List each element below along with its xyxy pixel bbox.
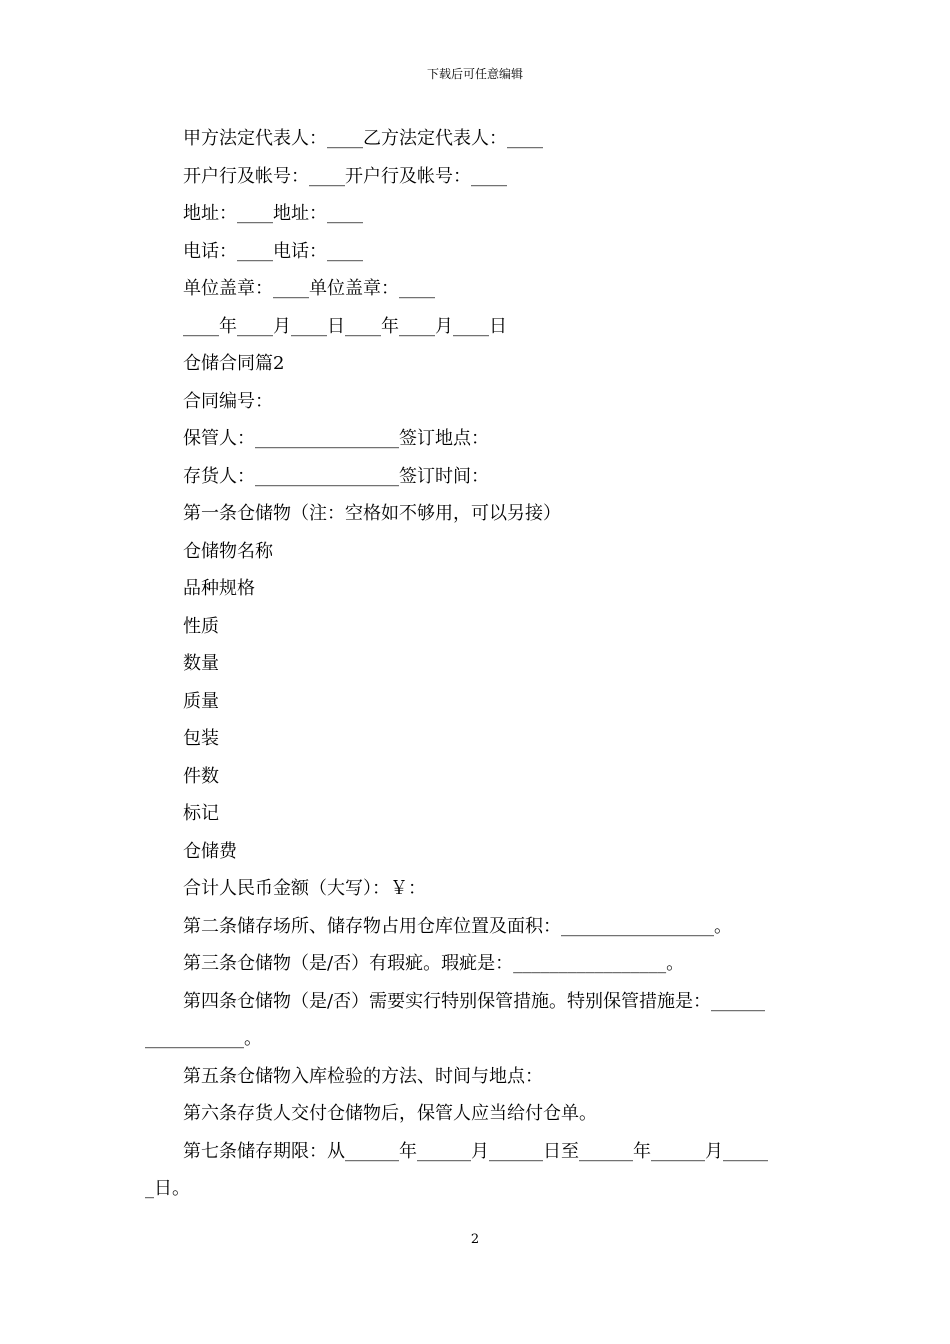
- article-2: 第二条储存场所、储存物占用仓库位置及面积：_________________。: [183, 915, 732, 937]
- page-number: 2: [470, 1232, 480, 1247]
- article-4: 第四条仓储物（是/否）需要实行特别保管措施。特别保管措施是：______: [183, 990, 766, 1012]
- item-count-field: 件数: [183, 765, 219, 787]
- custodian-line: 保管人：________________签订地点：: [183, 428, 489, 449]
- signature-bank-account-line: 开户行及帐号：____开户行及帐号：____: [183, 165, 507, 187]
- document-body: [145, 120, 807, 1208]
- item-nature-field: 性质: [183, 615, 219, 637]
- item-spec-field: 品种规格: [183, 578, 255, 599]
- contract-number-line: 合同编号：: [183, 390, 273, 412]
- article-3: 第三条仓储物（是/否）有瑕疵。瑕疵是：_________________。: [183, 953, 685, 974]
- depositor-line: 存货人：________________签订时间：: [183, 465, 489, 487]
- item-quantity-field: 数量: [183, 653, 219, 674]
- page-header: 下载后可任意编辑: [426, 67, 523, 81]
- item-quality-field: 质量: [183, 690, 219, 712]
- total-amount-line: 合计人民币金额（大写）：￥：: [183, 878, 426, 899]
- item-packaging-field: 包装: [183, 728, 219, 749]
- article-1: 第一条仓储物（注：空格如不够用，可以另接）: [183, 503, 561, 524]
- signature-seal-line: 单位盖章：____单位盖章：____: [183, 278, 435, 299]
- article-6: 第六条存货人交付仓储物后，保管人应当给付仓单。: [183, 1103, 597, 1124]
- signature-legal-rep-line: 甲方法定代表人：____乙方法定代表人：____: [183, 128, 543, 149]
- signature-date-line: ____年____月____日____年____月____日: [183, 315, 507, 337]
- item-name-field: 仓储物名称: [183, 540, 273, 562]
- signature-phone-line: 电话：____电话：____: [183, 240, 363, 262]
- storage-fee-field: 仓储费: [183, 840, 237, 862]
- article-7: 第七条储存期限：从______年______月______日至______年______月_____: [183, 1140, 768, 1162]
- article-5: 第五条仓储物入库检验的方法、时间与地点：: [183, 1065, 543, 1087]
- signature-address-line: 地址：____地址：____: [183, 203, 363, 224]
- section-title: 仓储合同篇2: [183, 353, 285, 374]
- article-4-continuation: ___________。: [145, 1028, 262, 1049]
- item-mark-field: 标记: [183, 803, 219, 824]
- article-7-continuation: _日。: [145, 1178, 190, 1199]
